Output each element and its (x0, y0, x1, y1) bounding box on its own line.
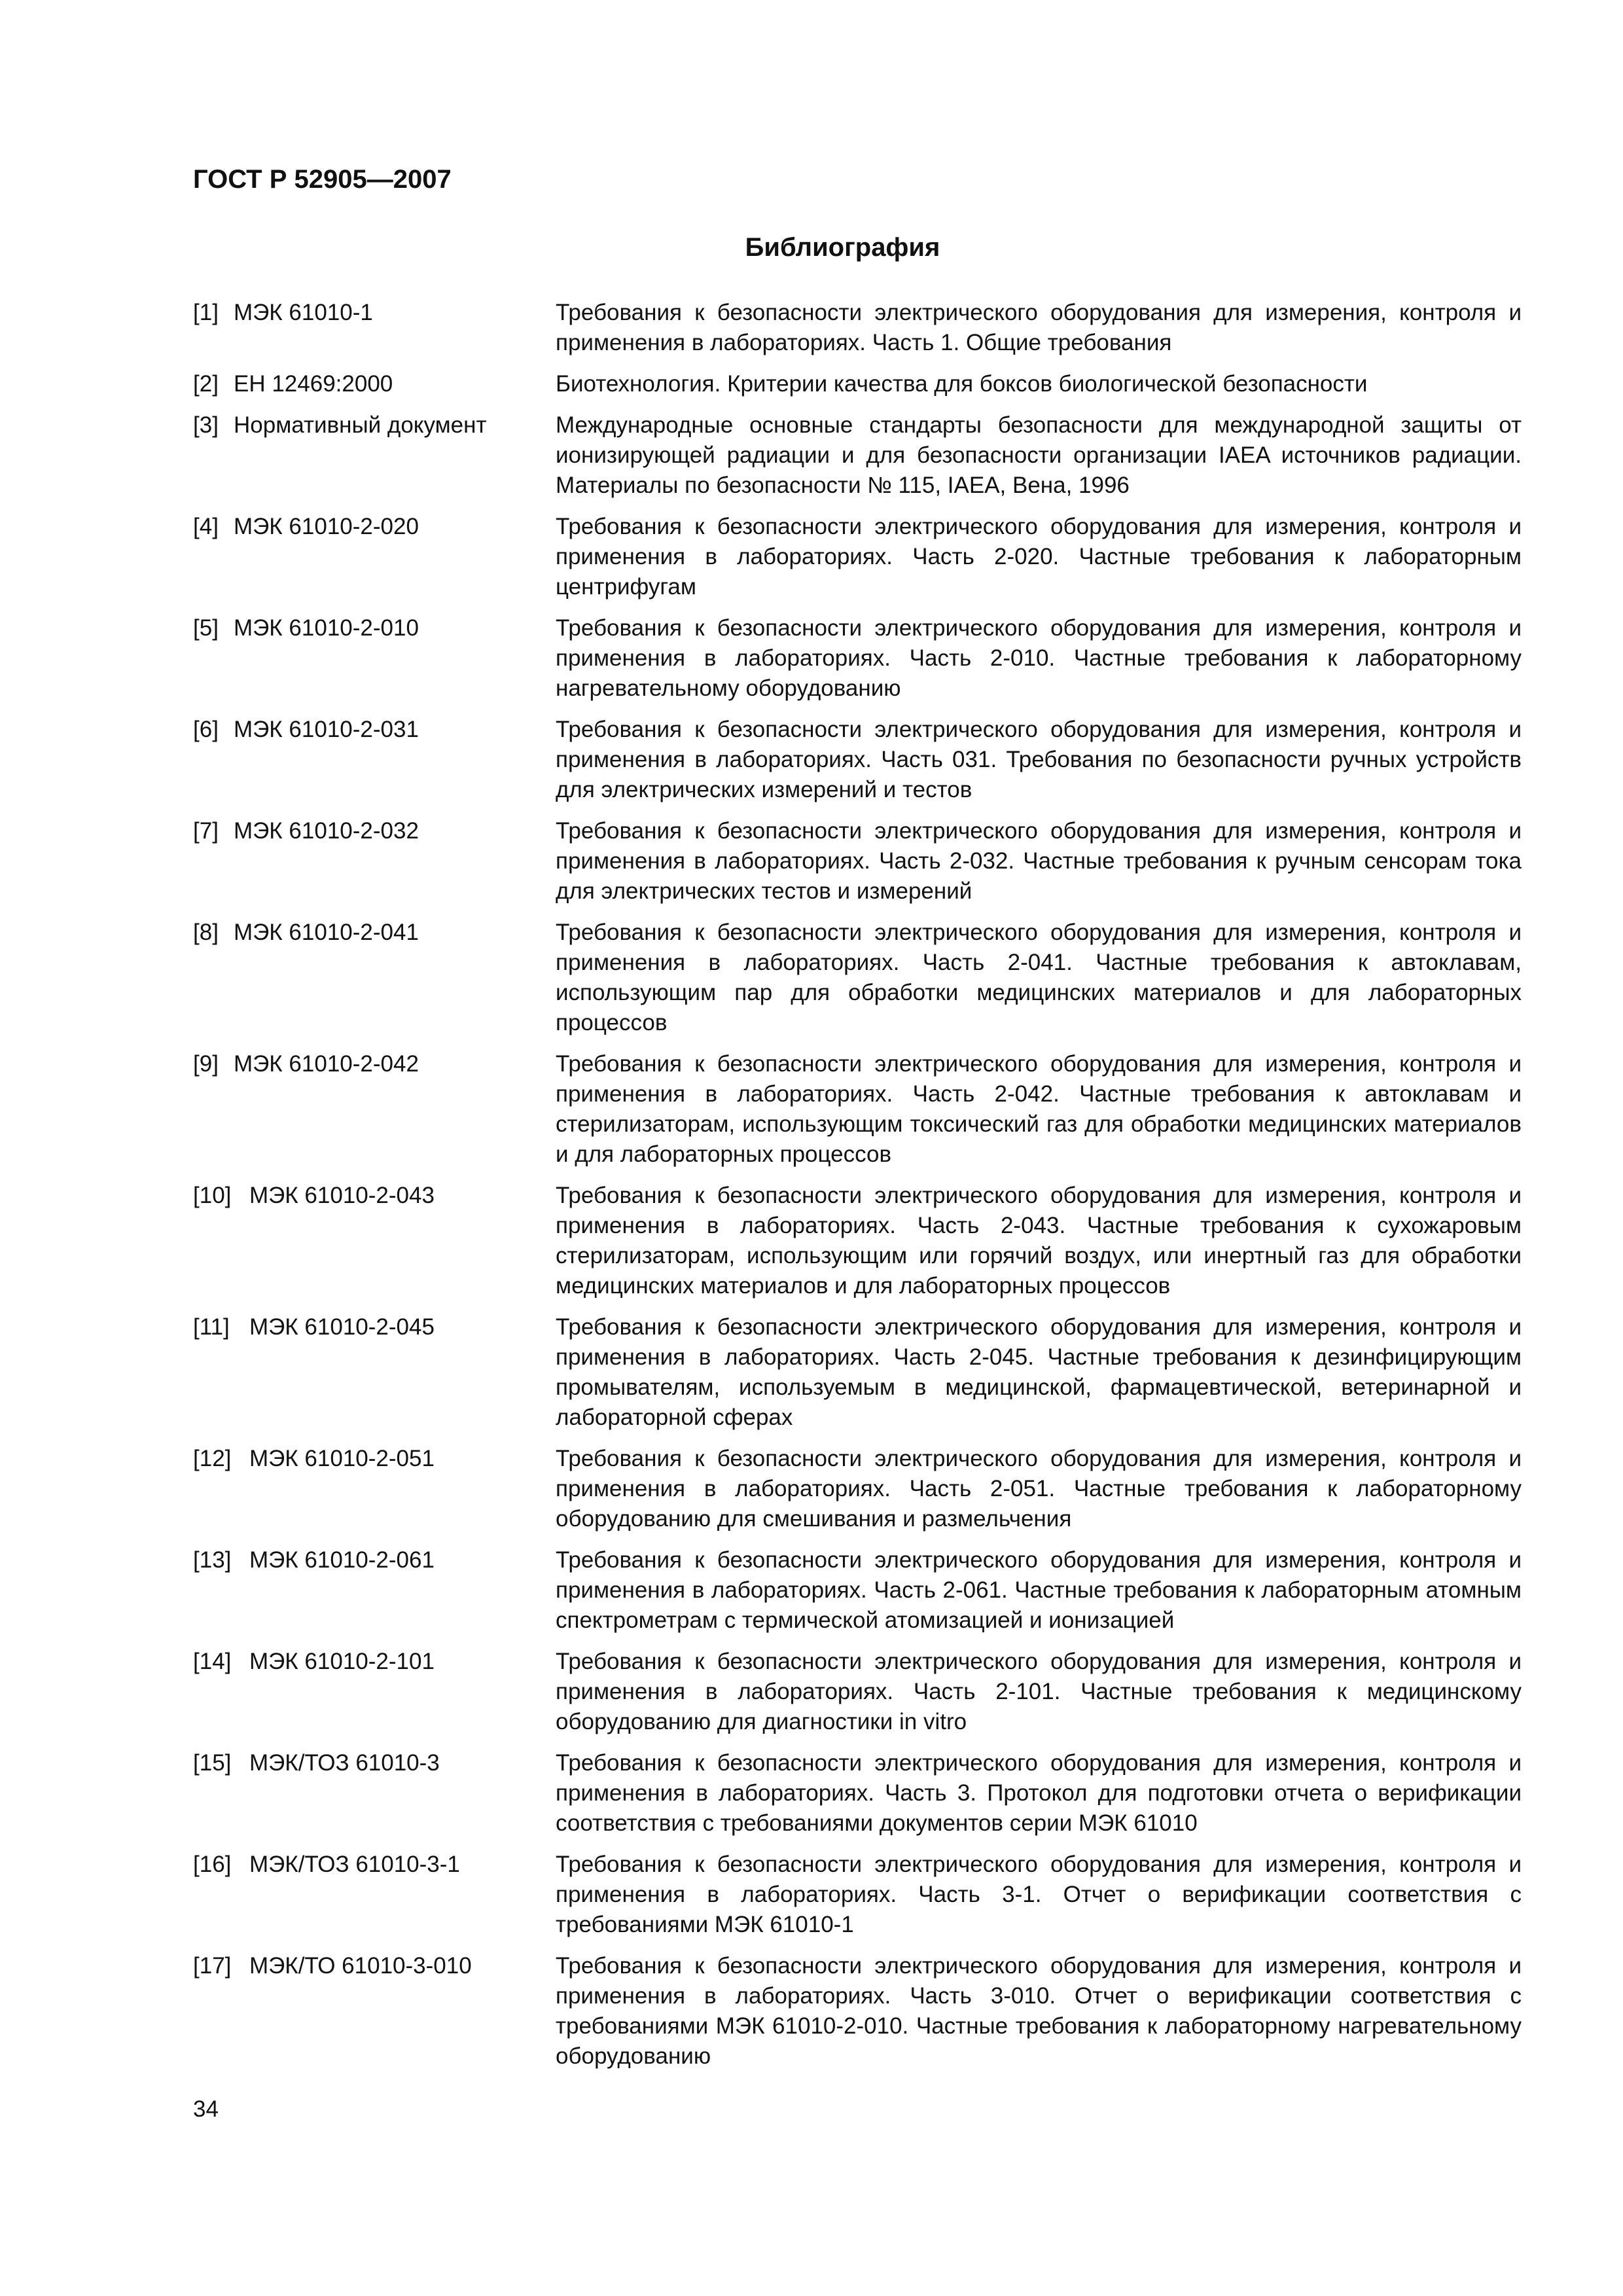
entry-title: Требования к безопасности электрического оборудования для измерения, контроля и применения в лабораториях. Часть 2-045. Частные требования к дезинфицирующим промывателям, используемым в медицинской, фармацевтической, ветеринарной и лабораторной сферах (556, 1314, 1522, 1430)
bibliography-entry (193, 918, 1522, 1038)
bibliography-entry (193, 715, 1522, 805)
entry-title: Требования к безопасности электрического оборудования для измерения, контроля и применения в лабораториях. Часть 2-041. Частные требования к автоклавам, использующим пар для обработки медицинских материалов и для лабораторных процессов (556, 920, 1522, 1035)
entry-number: [5] (193, 615, 219, 641)
entry-number: [11] (193, 1314, 230, 1340)
entry-number: [7] (193, 818, 219, 844)
entry-code: МЭК/ТОЗ 61010-3-1 (249, 1852, 460, 1877)
page-number: 34 (193, 2096, 219, 2122)
bibliography-entry (193, 410, 1522, 501)
entry-number: [1] (193, 300, 219, 325)
entry-number: [16] (193, 1852, 232, 1877)
bibliography-entry (193, 1647, 1522, 1737)
entry-number: [17] (193, 1953, 232, 1979)
bibliography-entry (193, 1181, 1522, 1301)
entry-code: МЭК/ТОЗ 61010-3 (249, 1750, 440, 1776)
entry-code: ЕН 12469:2000 (234, 371, 393, 397)
entry-number: [3] (193, 412, 219, 438)
entry-title: Требования к безопасности электрического оборудования для измерения, контроля и применения в лабораториях. Часть 2-051. Частные требования к лабораторному оборудованию для смешивания и размельчения (556, 1446, 1522, 1532)
entry-title: Требования к безопасности электрического оборудования для измерения, контроля и применения в лабораториях. Часть 2-043. Частные требования к сухожаровым стерилизаторам, использующим или горячий воздух, или инертный газ для обработки медицинских материалов и для лабораторных процессов (556, 1183, 1522, 1299)
entry-title: Требования к безопасности электрического оборудования для измерения, контроля и применения в лабораториях. Часть 2-061. Частные требования к лабораторным атомным спектрометрам с термической атомизацией и ионизацией (556, 1547, 1522, 1633)
entry-code: МЭК 61010-2-041 (234, 920, 419, 945)
entry-title: Требования к безопасности электрического оборудования для измерения, контроля и применения в лабораториях. Часть 2-042. Частные требования к автоклавам и стерилизаторам, использующим токсический газ для обработки медицинских материалов и для лабораторных процессов (556, 1051, 1522, 1167)
entry-number: [15] (193, 1750, 232, 1776)
entry-code: МЭК 61010-2-051 (249, 1446, 435, 1471)
entry-number: [8] (193, 920, 219, 945)
entry-code: МЭК 61010-1 (234, 300, 373, 325)
entry-number: [6] (193, 717, 219, 742)
entry-title: Требования к безопасности электрического оборудования для измерения, контроля и применения в лабораториях. Часть 2-020. Частные требования к лабораторным центрифугам (556, 514, 1522, 600)
entry-number: [9] (193, 1051, 219, 1077)
entry-number: [12] (193, 1446, 232, 1471)
entry-title: Биотехнология. Критерии качества для боксов биологической безопасности (556, 371, 1368, 397)
entry-code: МЭК 61010-2-031 (234, 717, 419, 742)
bibliography-entry (193, 1951, 1522, 2072)
entry-code: МЭК 61010-2-010 (234, 615, 419, 641)
entry-title: Международные основные стандарты безопасности для международной защиты от ионизирующей радиации и для безопасности организации IAEA источников радиации. Материалы по безопасности № 115, IAEA, Вена, 1996 (556, 412, 1522, 498)
entry-number: [2] (193, 371, 219, 397)
entry-code: МЭК 61010-2-032 (234, 818, 419, 844)
entry-code: МЭК 61010-2-042 (234, 1051, 419, 1077)
bibliography-list (193, 298, 1522, 2083)
entry-code: МЭК 61010-2-061 (249, 1547, 435, 1573)
entry-title: Требования к безопасности электрического оборудования для измерения, контроля и применения в лабораториях. Часть 3-010. Отчет о верификации соответствия с требованиями МЭК 61010-2-010. Частные требования к лабораторному нагревательному оборудованию (556, 1953, 1522, 2069)
entry-title: Требования к безопасности электрического оборудования для измерения, контроля и применения в лабораториях. Часть 2-010. Частные требования к лабораторному нагревательному оборудованию (556, 615, 1522, 701)
bibliography-entry (193, 1049, 1522, 1170)
document-code: ГОСТ Р 52905—2007 (193, 165, 452, 194)
entry-code: МЭК 61010-2-045 (249, 1314, 435, 1340)
bibliography-entry (193, 1444, 1522, 1534)
entry-title: Требования к безопасности электрического оборудования для измерения, контроля и применения в лабораториях. Часть 2-032. Частные требования к ручным сенсорам тока для электрических тестов и измерений (556, 818, 1522, 904)
entry-number: [14] (193, 1649, 232, 1674)
bibliography-entry (193, 816, 1522, 906)
entry-title: Требования к безопасности электрического оборудования для измерения, контроля и применения в лабораториях. Часть 2-101. Частные требования к медицинскому оборудованию для диагностики in vitro (556, 1649, 1522, 1734)
entry-code: МЭК 61010-2-101 (249, 1649, 435, 1674)
bibliography-entry (193, 1312, 1522, 1433)
entry-number: [10] (193, 1183, 232, 1208)
bibliography-entry (193, 512, 1522, 602)
bibliography-entry (193, 1748, 1522, 1839)
entry-title: Требования к безопасности электрического оборудования для измерения, контроля и применения в лабораториях. Часть 3. Протокол для подготовки отчета о верификации соответствия с требованиями документов серии МЭК 61010 (556, 1750, 1522, 1836)
bibliography-entry (193, 369, 1522, 399)
entry-code: МЭК/ТО 61010-3-010 (249, 1953, 472, 1979)
bibliography-entry (193, 1850, 1522, 1940)
entry-title: Требования к безопасности электрического оборудования для измерения, контроля и применения в лабораториях. Часть 3-1. Отчет о верификации соответствия с требованиями МЭК 61010-1 (556, 1852, 1522, 1937)
entry-number: [13] (193, 1547, 232, 1573)
entry-number: [4] (193, 514, 219, 539)
entry-title: Требования к безопасности электрического оборудования для измерения, контроля и применения в лабораториях. Часть 031. Требования по безопасности ручных устройств для электрических измерений и тестов (556, 717, 1522, 802)
section-title: Библиография (745, 233, 940, 262)
entry-code: МЭК 61010-2-020 (234, 514, 419, 539)
bibliography-entry (193, 613, 1522, 704)
entry-code: Нормативный документ (234, 412, 487, 438)
entry-title: Требования к безопасности электрического оборудования для измерения, контроля и применения в лабораториях. Часть 1. Общие требования (556, 300, 1522, 355)
bibliography-entry (193, 1545, 1522, 1636)
entry-code: МЭК 61010-2-043 (249, 1183, 435, 1208)
bibliography-entry (193, 298, 1522, 358)
